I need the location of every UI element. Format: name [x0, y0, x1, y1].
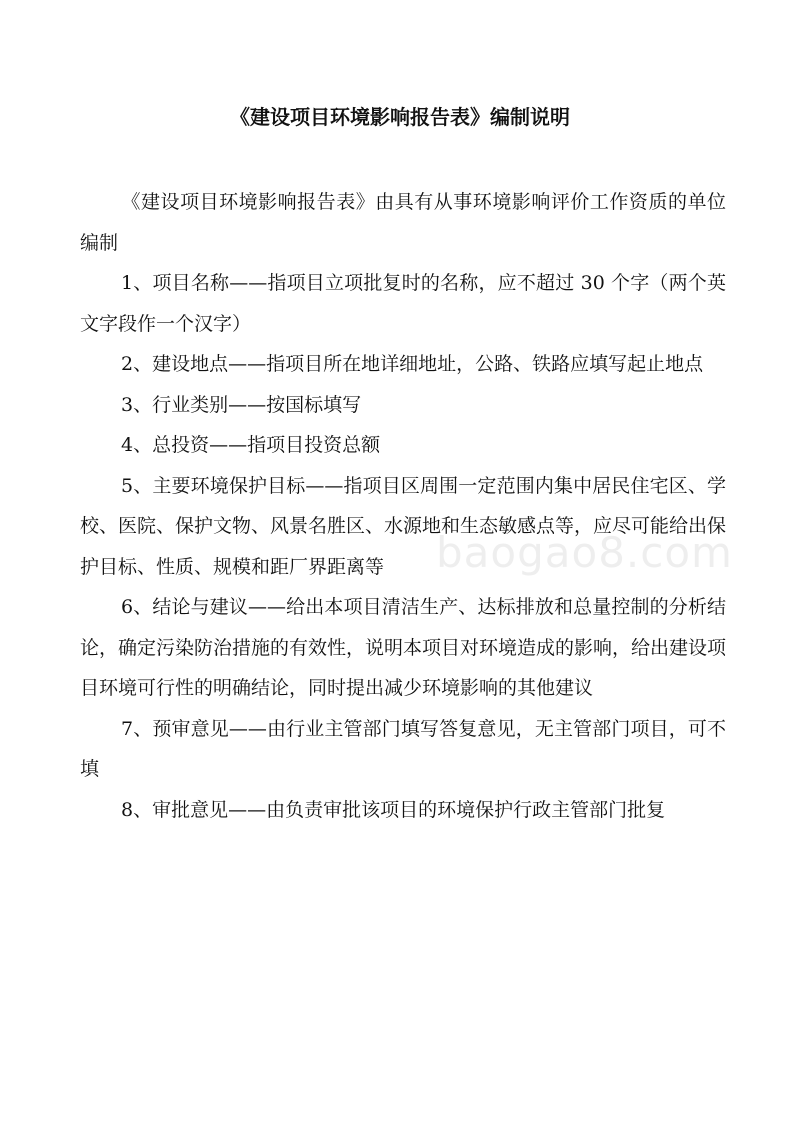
paragraph-text: 4、总投资——指项目投资总额	[121, 434, 381, 456]
paragraph-item-8	[80, 790, 726, 831]
paragraph-intro	[80, 182, 726, 263]
page-title: 《建设项目环境影响报告表》编制说明	[230, 105, 570, 129]
paragraph-text: 5、主要环境保护目标——指项目区周围一定范围内集中居民住宅区、学校、医院、保护文物、风景名胜区、水源地和生态敏感点等，应尽可能给出保护目标、性质、规模和距厂界距离等	[80, 474, 727, 578]
paragraph-item-3	[80, 385, 726, 426]
paragraph-text: 8、审批意见——由负责审批该项目的环境保护行政主管部门批复	[121, 798, 666, 821]
paragraph-item-4	[80, 425, 726, 466]
document-body	[80, 182, 726, 830]
paragraph-item-7	[80, 709, 726, 790]
paragraph-item-2	[80, 344, 726, 385]
paragraph-item-5	[80, 466, 726, 588]
watermark: baogao8.com	[436, 528, 733, 577]
paragraph-text: 《建设项目环境影响报告表》由具有从事环境影响评价工作资质的单位编制	[80, 191, 726, 254]
paragraph-item-1	[80, 263, 726, 344]
paragraph-item-6	[80, 587, 726, 709]
paragraph-text: 3、行业类别——按国标填写	[121, 393, 362, 416]
paragraph-text: 6、结论与建议——给出本项目清洁生产、达标排放和总量控制的分析结论，确定污染防治措施的有效性，说明本项目对环境造成的影响，给出建设项目环境可行性的明确结论，同时提出减少环境影响的其他建议	[80, 596, 727, 699]
paragraph-text: 1、项目名称——指项目立项批复时的名称，应不超过 30 个字（两个英文字段作一个汉字）	[80, 272, 726, 335]
paragraph-text: 2、建设地点——指项目所在地详细地址，公路、铁路应填写起止地点	[121, 353, 704, 375]
paragraph-text: 7、预审意见——由行业主管部门填写答复意见，无主管部门项目，可不填	[80, 717, 726, 780]
